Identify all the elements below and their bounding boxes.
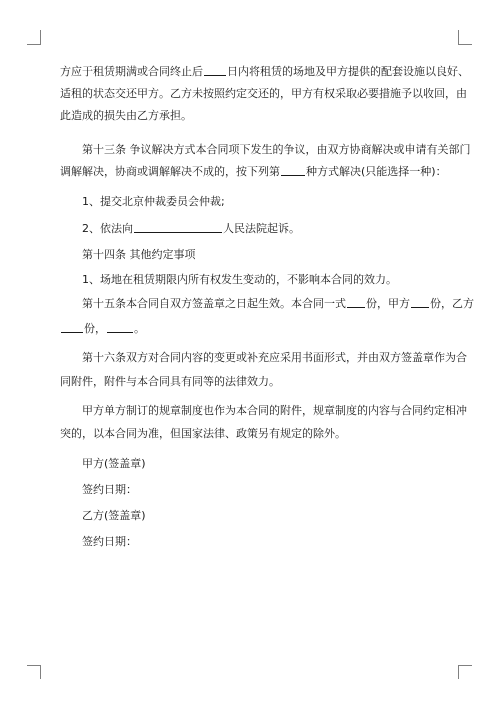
copies-total-blank (347, 296, 365, 308)
article-13-text: 种方式解决(只能选择一种)： (306, 165, 447, 178)
article-15-text: 份， (84, 322, 106, 335)
party-b-sign-date: 签约日期： (82, 535, 137, 548)
crop-mark-bottom-right-h (458, 665, 472, 666)
article-13-text: 调解解决，协商或调解解决不成的，按下列第 (60, 165, 280, 178)
clause-12-text: 日内将租赁的场地及甲方提供的配套设施以良好、 (227, 65, 469, 78)
article-15-line-2 (60, 321, 145, 337)
dispute-option-1: 1、提交北京仲裁委员会仲裁; (82, 195, 225, 208)
rules-line-2: 突的，以本合同为准，但国家法律、政策另有规定的除外。 (60, 427, 346, 440)
party-a-sign-date: 签约日期： (82, 483, 137, 496)
article-15-line-1 (82, 296, 474, 312)
crop-mark-bottom-right-v (458, 665, 459, 679)
other-blank (107, 321, 133, 333)
crop-mark-top-left-v (40, 30, 41, 44)
copies-party-a-blank (411, 296, 429, 308)
article-14-heading: 第十四条 其他约定事项 (82, 248, 196, 261)
clause-12-line-2: 适租的状态交还甲方。乙方未按照约定交还的，甲方有权采取必要措施予以收回，由 (60, 87, 467, 100)
crop-mark-top-right-h (458, 44, 472, 45)
copies-party-b-blank (61, 321, 83, 333)
clause-12-text: 方应于租赁期满或合同终止后 (60, 65, 203, 78)
article-16-line-2: 同附件，附件与本合同具有同等的法律效力。 (60, 375, 280, 388)
article-15-text: 第十五条本合同自双方签盖章之日起生效。本合同一式 (82, 297, 346, 310)
crop-mark-top-right-v (458, 30, 459, 44)
rules-line-1: 甲方单方制订的规章制度也作为本合同的附件，规章制度的内容与合同约定相冲 (82, 404, 467, 417)
article-15-text: 份，甲方 (366, 297, 410, 310)
party-a-seal: 甲方(签盖章) (82, 457, 146, 470)
dispute-option-2-text: 2、依法向 (82, 222, 133, 235)
article-15-text: 份，乙方 (430, 297, 474, 310)
crop-mark-bottom-left-v (40, 665, 41, 679)
dispute-option-2 (82, 221, 300, 237)
article-13-line-2 (60, 164, 447, 180)
option-number-blank (281, 164, 305, 176)
article-13-line-1: 第十三条 争议解决方式本合同项下发生的争议，由双方协商解决或申请有关部门 (82, 143, 471, 156)
crop-mark-top-left-h (27, 44, 41, 45)
clause-12-line-3: 此造成的损失由乙方承担。 (60, 109, 192, 122)
clause-12-line-1 (60, 64, 469, 80)
article-15-text: 。 (134, 322, 145, 335)
dispute-option-2-text: 人民法院起诉。 (223, 222, 300, 235)
days-blank (204, 64, 226, 76)
article-16-line-1: 第十六条双方对合同内容的变更或补充应采用书面形式，并由双方签盖章作为合 (82, 351, 467, 364)
party-b-seal: 乙方(签盖章) (82, 509, 146, 522)
crop-mark-bottom-left-h (27, 665, 41, 666)
article-14-item-1: 1、场地在租赁期限内所有权发生变动的，不影响本合同的效力。 (82, 273, 397, 286)
court-name-blank (134, 221, 222, 233)
